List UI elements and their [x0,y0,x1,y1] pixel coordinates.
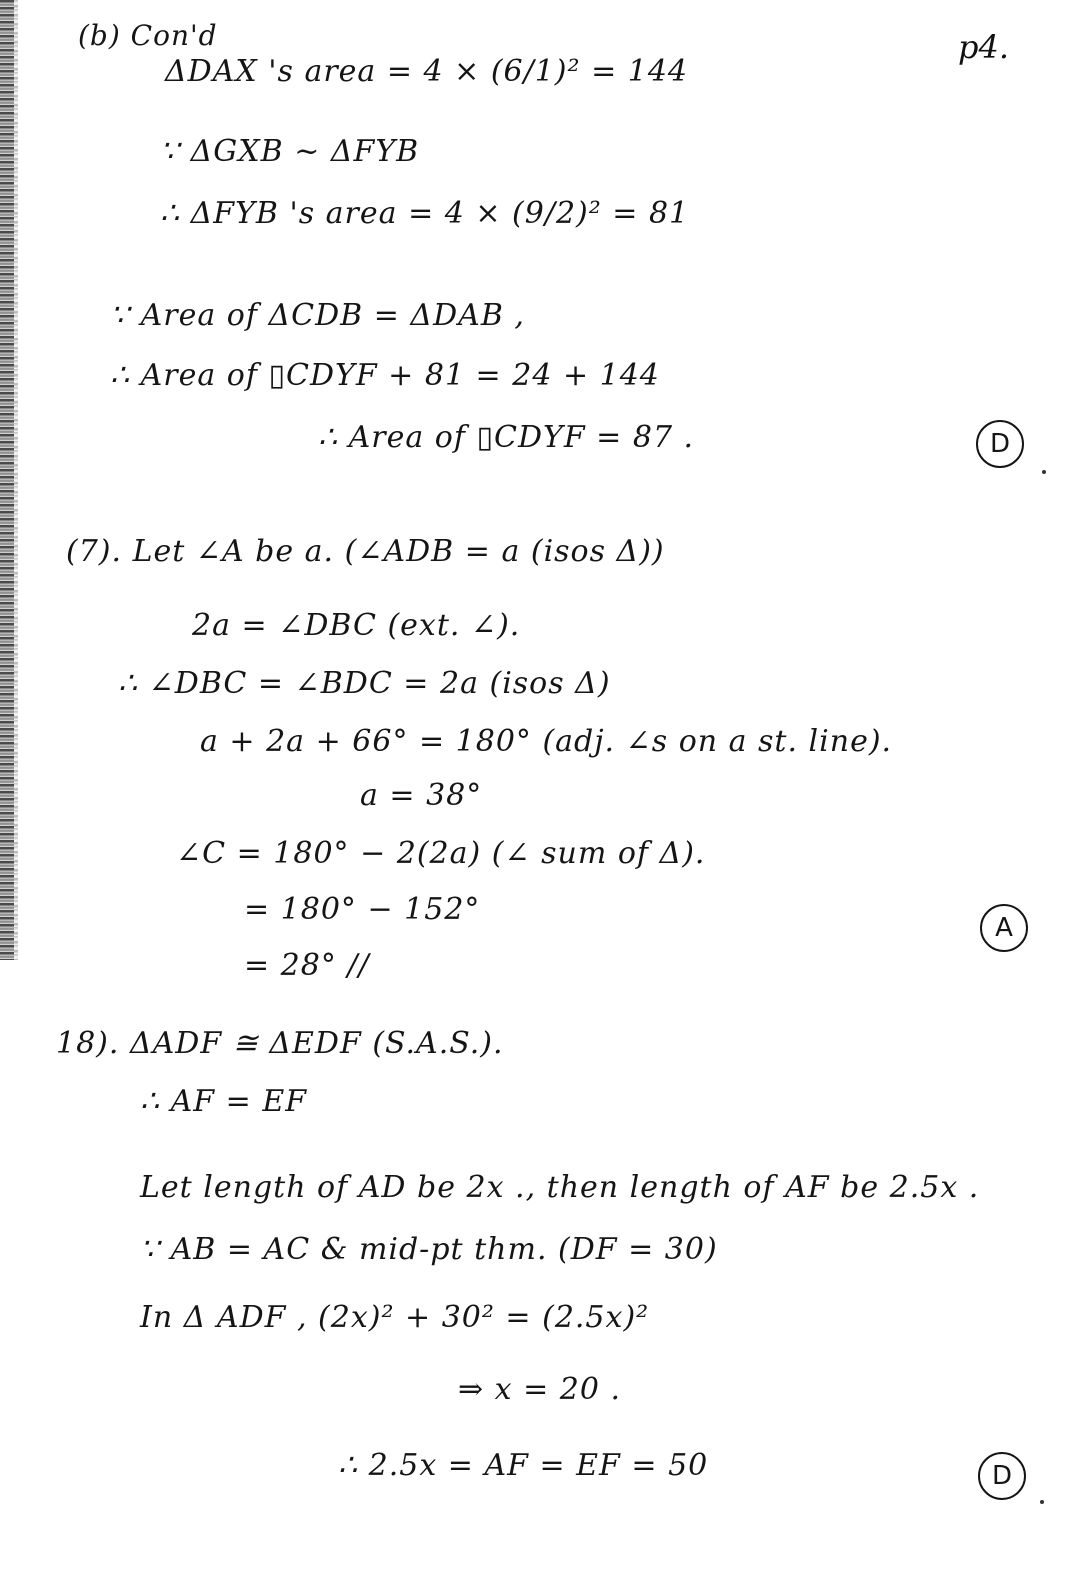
q16-line-6: ∴ Area of ▯CDYF = 87 . [318,420,695,455]
q16-line-5: ∴ Area of ▯CDYF + 81 = 24 + 144 [110,358,660,393]
q16-header: (b) Con'd [78,19,218,52]
q16-line-1: ΔDAX 's area = 4 × (6/1)² = 144 [165,54,689,89]
q17-line-8: = 28° // [244,948,370,983]
q17-line-1: (7). Let ∠A be a. (∠ADB = a (isos Δ)) [66,534,665,569]
q18-line-5: In Δ ADF , (2x)² + 30² = (2.5x)² [140,1300,650,1335]
q17-line-4: a + 2a + 66° = 180° (adj. ∠s on a st. line). [200,724,893,759]
q17-answer-circle: A [980,904,1028,952]
q18-line-2: ∴ AF = EF [140,1084,308,1119]
q18-line-6: ⇒ x = 20 . [458,1372,622,1407]
q17-line-5: a = 38° [360,778,483,813]
stray-mark [1040,1500,1044,1504]
q16-line-4: ∵ Area of ΔCDB = ΔDAB , [110,298,525,333]
q18-line-4: ∵ AB = AC & mid-pt thm. (DF = 30) [140,1232,718,1267]
page-number: p4. [958,28,1010,66]
q18-line-7: ∴ 2.5x = AF = EF = 50 [338,1448,709,1483]
stray-mark [1042,470,1046,474]
q16-line-2: ∵ ΔGXB ~ ΔFYB [160,134,420,169]
q17-line-3: ∴ ∠DBC = ∠BDC = 2a (isos Δ) [118,666,611,701]
q17-line-2: 2a = ∠DBC (ext. ∠). [192,608,521,643]
q17-line-7: = 180° − 152° [244,892,481,927]
scan-edge-artifact [0,0,14,960]
q16-answer-circle: D [976,420,1024,468]
q16-line-3: ∴ ΔFYB 's area = 4 × (9/2)² = 81 [160,196,690,231]
q18-line-3: Let length of AD be 2x ., then length of AF be 2.5x . [140,1170,980,1205]
scan-edge-artifact-inner [14,0,18,960]
q18-line-1: 18). ΔADF ≅ ΔEDF (S.A.S.). [56,1026,504,1061]
q18-answer-circle: D [978,1452,1026,1500]
q17-line-6: ∠C = 180° − 2(2a) (∠ sum of Δ). [176,836,706,871]
